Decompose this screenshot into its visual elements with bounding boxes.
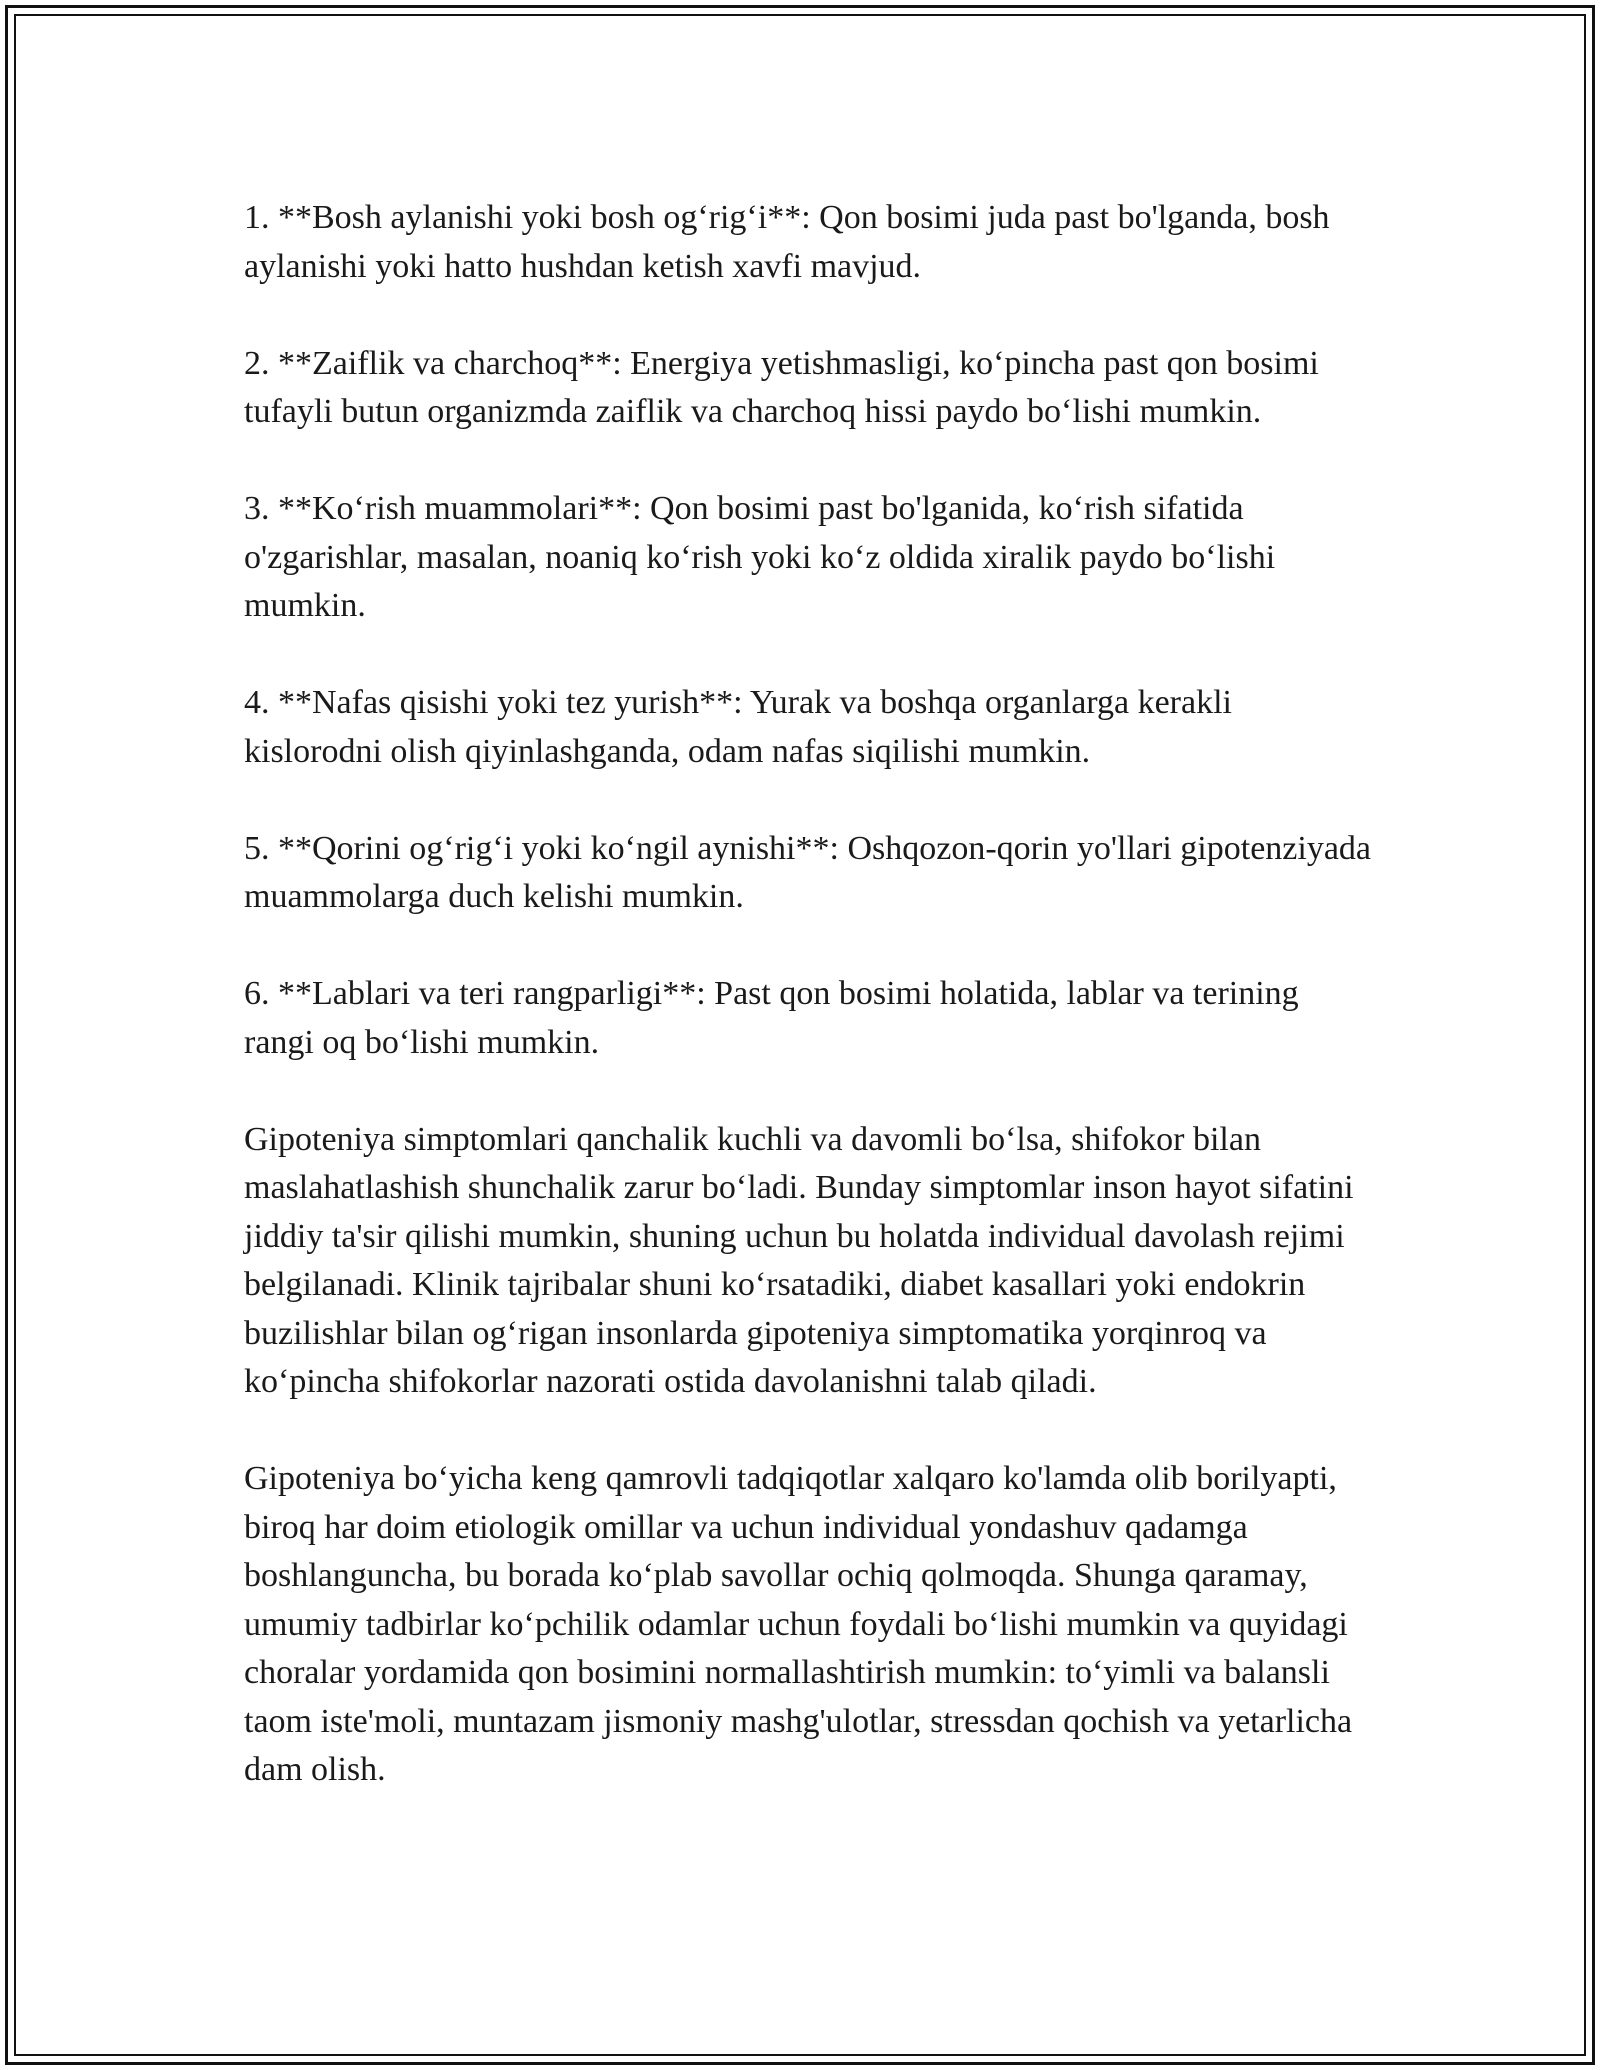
symptom-item-6: 6. **Lablari va teri rangparligi**: Past qon bosimi holatida, lablar va terining rangi oq bo‘lishi mumkin. [244,975,1299,1061]
body-paragraph-research: Gipoteniya bo‘yicha keng qamrovli tadqiqotlar xalqaro ko'lamda olib borilyapti, biroq har doim etiologik omillar va uchun individual yondashuv qadamga boshlanguncha, bu borada ko‘plab savollar ochiq qolmoqda. Shunga qaramay, umumiy tadbirlar ko‘pchilik odamlar uchun foydali bo‘lishi mumkin va quyidagi choralar yordamida qon bosimini normallashtirish mumkin: to‘yimli va balansli taom iste'moli, muntazam jismoniy mashg'ulotlar, stressdan qochish va yetarlicha dam olish. [244,1460,1353,1788]
symptom-item-5: 5. **Qorini og‘rig‘i yoki ko‘ngil aynishi**: Oshqozon-qorin yo'llari gipotenziyada muammolarga duch kelishi mumkin. [244,829,1371,915]
symptom-item-2: 2. **Zaiflik va charchoq**: Energiya yetishmasligi, ko‘pincha past qon bosimi tufayli butun organizmda zaiflik va charchoq hissi paydo bo‘lishi mumkin. [244,344,1319,430]
symptom-item-1: 1. **Bosh aylanishi yoki bosh og‘rig‘i**: Qon bosimi juda past bo'lganda, bosh aylanishi yoki hatto hushdan ketish xavfi mavjud. [244,199,1330,285]
body-paragraph-consultation: Gipoteniya simptomlari qanchalik kuchli va davomli bo‘lsa, shifokor bilan maslahatlashish shunchalik zarur bo‘ladi. Bunday simptomlar inson hayot sifatini jiddiy ta'sir qilishi mumkin, shuning uchun bu holatda individual davolash rejimi belgilanadi. Klinik tajribalar shuni ko‘rsatadiki, diabet kasallari yoki endokrin buzilishlar bilan og‘rigan insonlarda gipoteniya simptomatika yorqinroq va ko‘pincha shifokorlar nazorati ostida davolanishni talab qiladi. [244,1120,1354,1400]
document-body [244,194,1374,1843]
page-frame [5,5,1595,2065]
symptom-item-4: 4. **Nafas qisishi yoki tez yurish**: Yurak va boshqa organlarga kerakli kislorodni olish qiyinlashganda, odam nafas siqilishi mumkin. [244,684,1232,770]
symptom-item-3: 3. **Ko‘rish muammolari**: Qon bosimi past bo'lganida, ko‘rish sifatida o'zgarishlar, masalan, noaniq ko‘rish yoki ko‘z oldida xiralik paydo bo‘lishi mumkin. [244,490,1276,624]
